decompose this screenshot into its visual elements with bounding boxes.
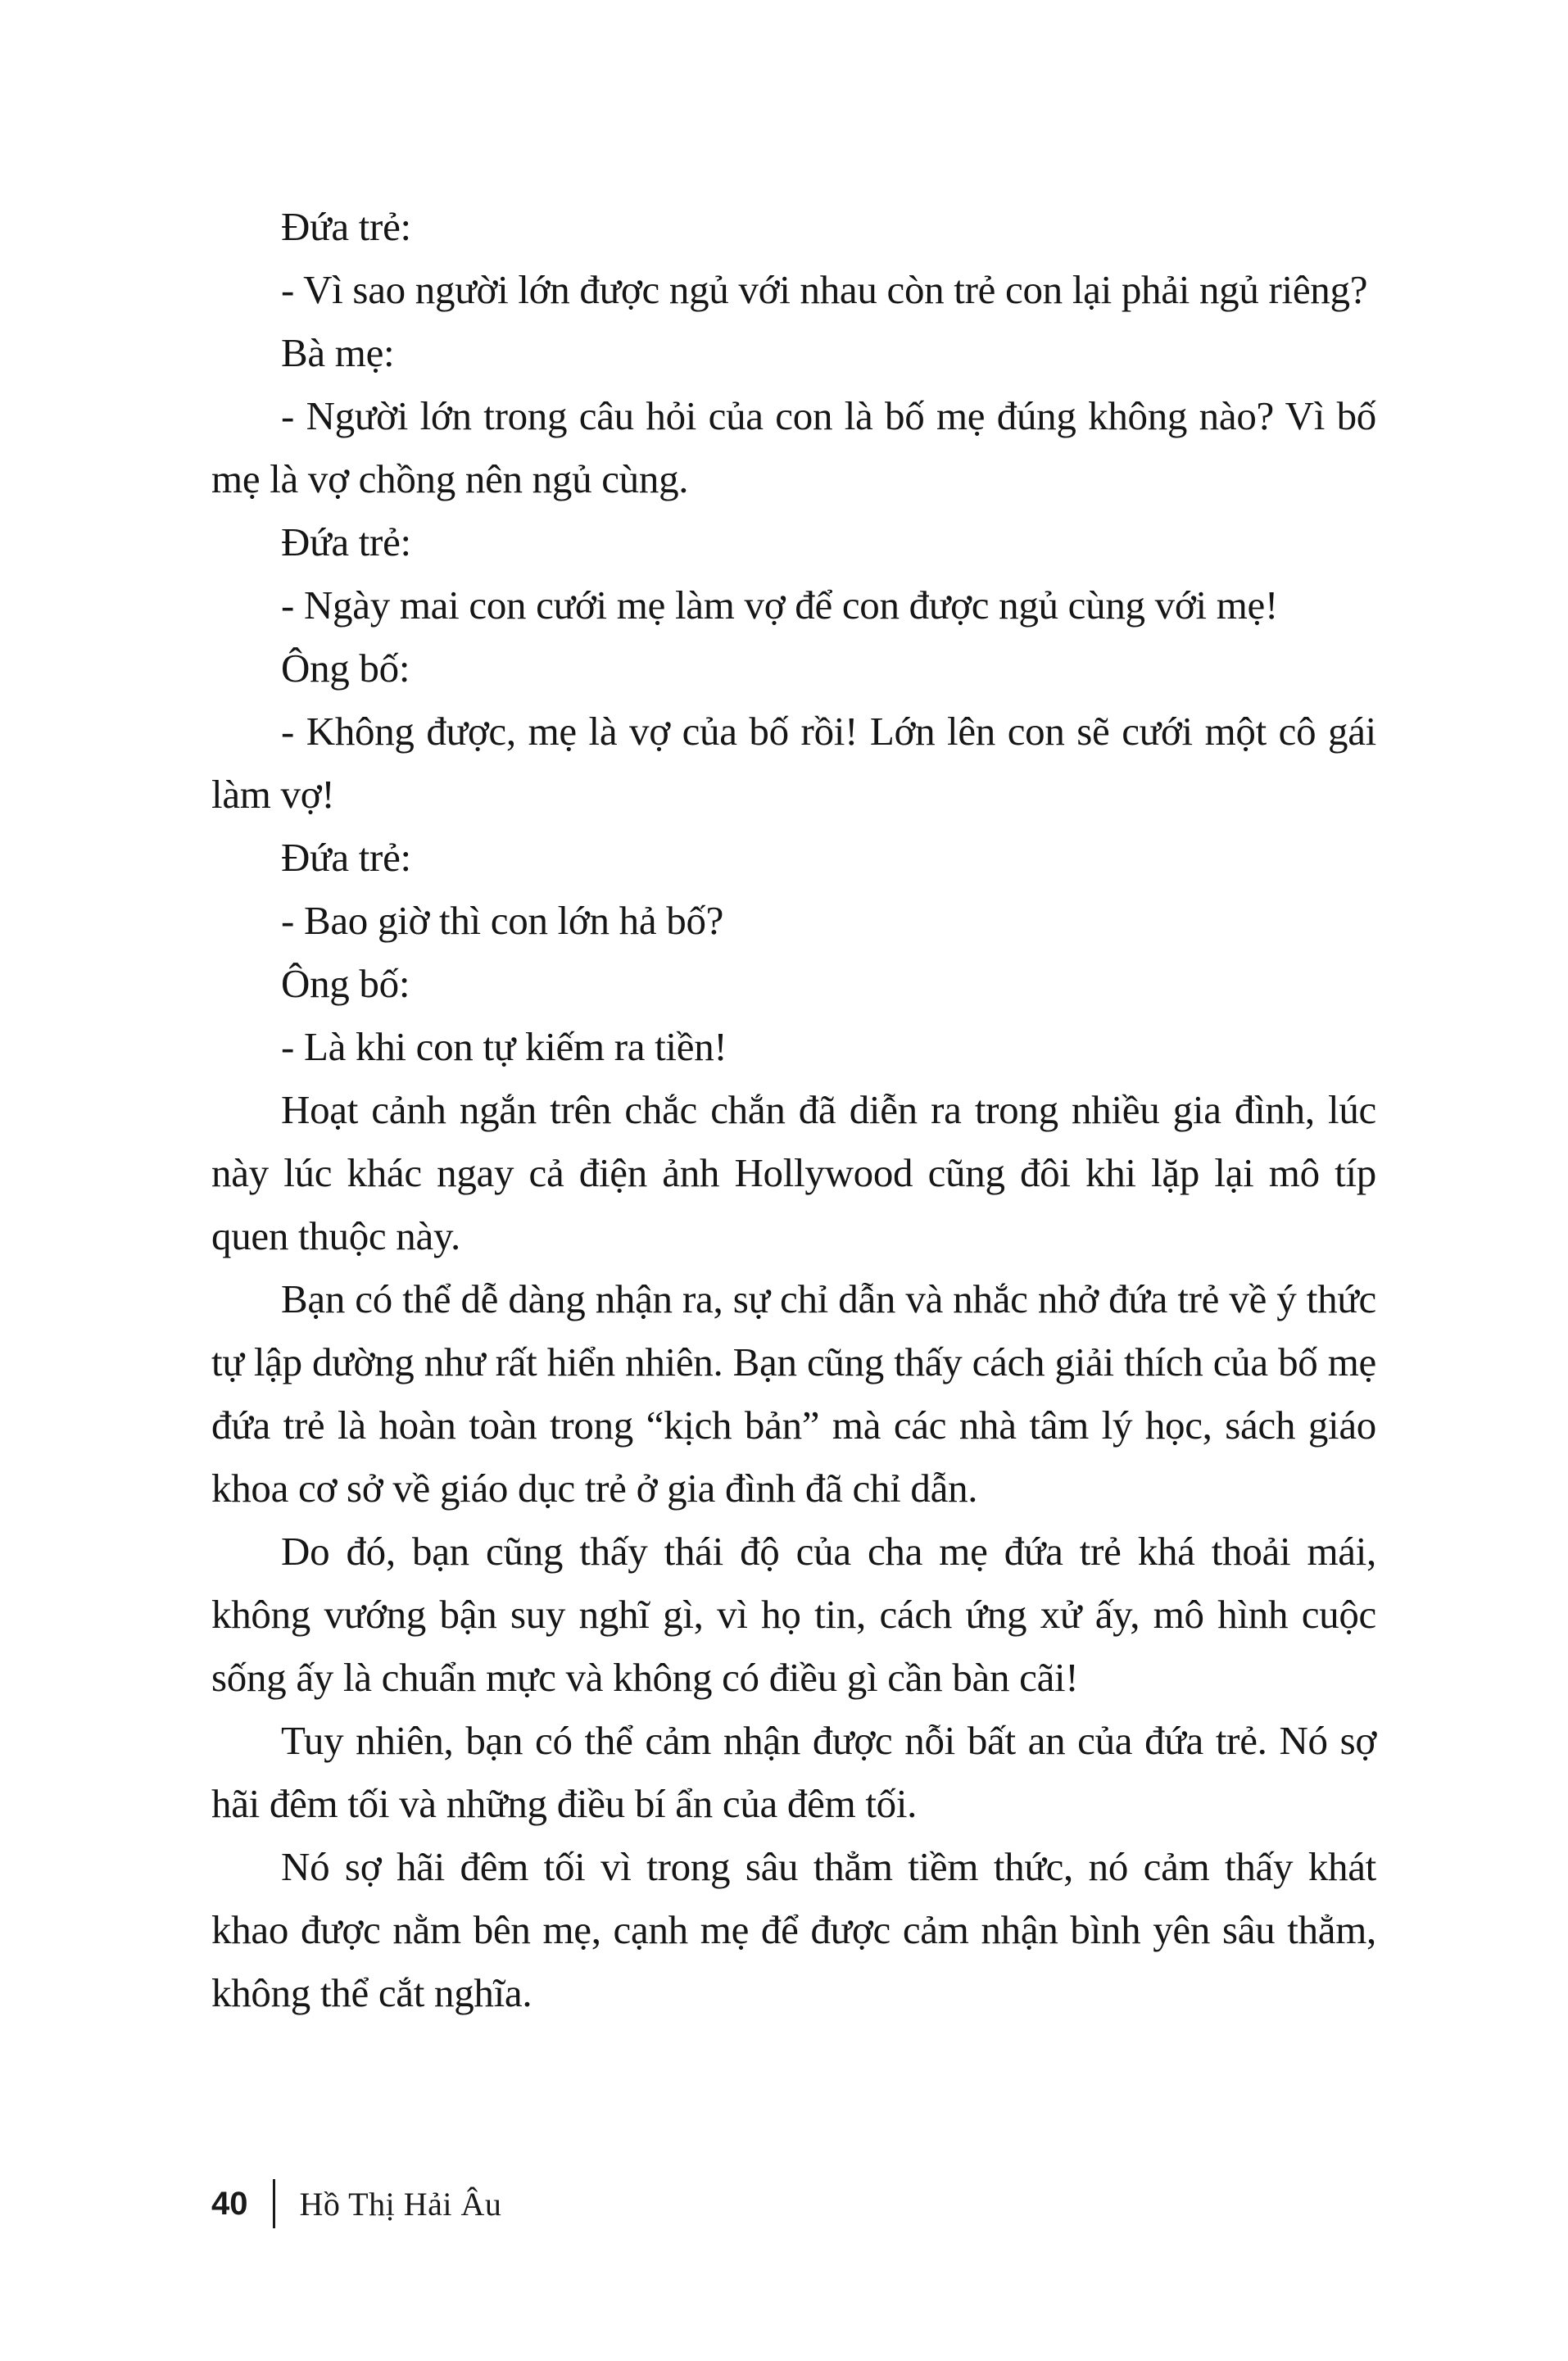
paragraph: Tuy nhiên, bạn có thể cảm nhận được nỗi bất an của đứa trẻ. Nó sợ hãi đêm tối và những điều bí ẩn của đêm tối. [211,1718,1376,1826]
paragraph: Do đó, bạn cũng thấy thái độ của cha mẹ đứa trẻ khá thoải mái, không vướng bận suy nghĩ gì, vì họ tin, cách ứng xử ấy, mô hình cuộc sống ấy là chuẩn mực và không có điều gì cần bàn cãi! [211,1529,1376,1700]
footer-divider [273,2179,275,2228]
paragraph: - Vì sao người lớn được ngủ với nhau còn trẻ con lại phải ngủ riêng? [281,267,1368,312]
paragraph: Bạn có thể dễ dàng nhận ra, sự chỉ dẫn và nhắc nhở đứa trẻ về ý thức tự lập dường như rất hiển nhiên. Bạn cũng thấy cách giải thích của bố mẹ đứa trẻ là hoàn toàn trong “kịch bản” mà các nhà tâm lý học, sách giáo khoa cơ sở về giáo dục trẻ ở gia đình đã chỉ dẫn. [211,1276,1376,1511]
speaker-label: Đứa trẻ: [281,835,411,880]
speaker-label: Ông bố: [281,646,410,691]
paragraph: Nó sợ hãi đêm tối vì trong sâu thẳm tiềm thức, nó cảm thấy khát khao được nằm bên mẹ, cạnh mẹ để được cảm nhận bình yên sâu thẳm, không thể cắt nghĩa. [211,1844,1376,2015]
paragraph: - Không được, mẹ là vợ của bố rồi! Lớn lên con sẽ cưới một cô gái làm vợ! [211,709,1376,817]
paragraph: - Bao giờ thì con lớn hả bố? [281,898,724,943]
page-text-block [211,195,1376,2024]
paragraph: - Là khi con tự kiếm ra tiền! [281,1024,727,1069]
speaker-label: Đứa trẻ: [281,519,411,564]
speaker-label: Đứa trẻ: [281,204,411,249]
author-name: Hồ Thị Hải Âu [299,2185,502,2223]
page-footer [211,2179,501,2228]
paragraph: - Ngày mai con cưới mẹ làm vợ để con được ngủ cùng với mẹ! [281,582,1279,628]
speaker-label: Bà mẹ: [281,330,395,375]
paragraph: - Người lớn trong câu hỏi của con là bố mẹ đúng không nào? Vì bố mẹ là vợ chồng nên ngủ cùng. [211,393,1376,501]
page-number: 40 [211,2185,248,2222]
speaker-label: Ông bố: [281,961,410,1006]
paragraph: Hoạt cảnh ngắn trên chắc chắn đã diễn ra trong nhiều gia đình, lúc này lúc khác ngay cả điện ảnh Hollywood cũng đôi khi lặp lại mô típ quen thuộc này. [211,1087,1376,1258]
